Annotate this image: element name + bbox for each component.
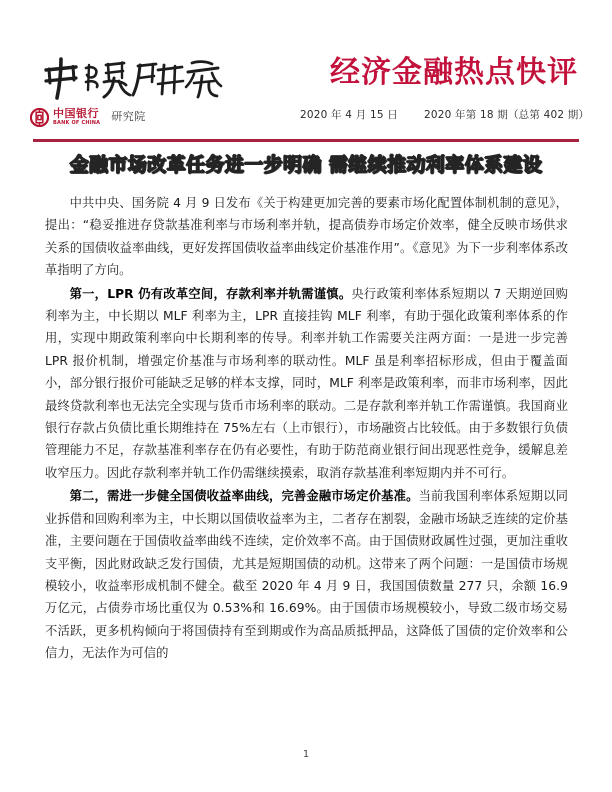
- issue-number: 2020 年第 18 期（总第 402 期）: [423, 109, 590, 121]
- article-body: [45, 192, 568, 666]
- page-number: 1: [302, 749, 310, 760]
- paragraph: [45, 192, 568, 282]
- bank-name-cn: 中国银行: [53, 106, 99, 120]
- bank-name-en: BANK OF CHINA: [53, 119, 101, 126]
- paragraph-lead: 第二，需进一步健全国债收益率曲线，完善金融市场定价基准。: [69, 489, 419, 504]
- article-title: 金融市场改革任务进一步明确 需继续推动利率体系建设: [69, 154, 543, 176]
- publication-title: 经济金融热点快评: [330, 55, 578, 90]
- paragraph: [45, 485, 568, 664]
- publication-date: 2020 年 4 月 15 日: [300, 109, 398, 121]
- masthead-divider: [33, 139, 579, 142]
- brand-calligraphy-logo: [36, 56, 226, 102]
- research-institute-label: 研究院: [111, 110, 146, 123]
- organization-identity: [30, 104, 146, 130]
- paragraph-text: 当前我国利率体系短期以同业拆借和回购利率为主，中长期以国债收益率为主，二者存在割裂，金融市场缺乏连续的定价基准，主要问题在于国债收益率曲线不连续，定价效率不高。由于国债财政属性过强，更加注重收支平衡，因此财政缺乏发行国债，尤其是短期国债的动机。这带来了两个问题：一是国债市场规模较小，收益率形成机制不健全。截至 2020 年 4 月 9 日，我国国债数量 277 只，余额 16.9 万亿元，占债券市场比重仅为 0.53%和 16.69%。由于国债市场规模较小，导致二级市场交易不活跃，更多机构倾向于将国债持有至到期或作为高品质抵押品，这降低了国债的定价效率和公信力，无法作为可信的: [45, 489, 568, 661]
- bank-of-china-logo-icon: [30, 108, 49, 127]
- paragraph: [45, 283, 568, 485]
- bank-name-block: [53, 107, 100, 128]
- masthead: [0, 52, 612, 138]
- paragraph-text: 央行政策利率体系短期以 7 天期逆回购利率为主，中长期以 MLF 利率为主，LPR 直接挂钩 MLF 利率，有助于强化政策利率体系的作用，实现中期政策利率向中长期利率的传导。利率并轨工作需要关注两方面：一是进一步完善 LPR 报价机制，增强定价基准与市场利率的联动性。MLF 虽是利率招标形成，但由于覆盖面小，部分银行报价可能缺乏足够的样本支撑，同时，MLF 利率是政策利率，而非市场利率，因此最终贷款利率也无法完全实现与货币市场利率的联动。二是存款利率并轨工作需谨慎。我国商业银行存款占负债比重长期维持在 75%左右（上市银行），市场融资占比较低。由于多数银行负债管理能力不足，存款基准利率存在仍有必要性，有助于防范商业银行间出现恶性竞争，缓解息差收窄压力。因此存款利率并轨工作仍需继续摸索，取消存款基准利率短期内并不可行。: [45, 286, 568, 480]
- paragraph-text: 中共中央、国务院 4 月 9 日发布《关于构建更加完善的要素市场化配置体制机制的意见》，提出：“稳妥推进存贷款基准利率与市场利率并轨，提高债券市场定价效率，健全反映市场供求关系的国债收益率曲线，更好发挥国债收益率曲线定价基准作用”。《意见》为下一步利率体系改革指明了方向。: [45, 196, 568, 278]
- paragraph-lead: 第一，LPR 仍有改革空间，存款利率并轨需谨慎。: [69, 286, 352, 301]
- issue-info: [300, 107, 590, 123]
